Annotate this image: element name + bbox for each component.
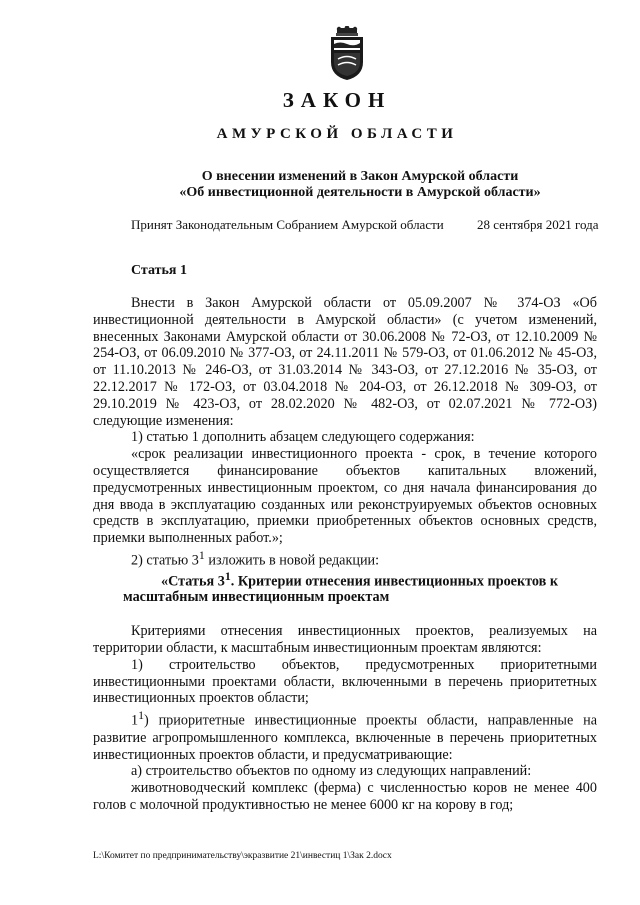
item-1-quote: «срок реализации инвестиционного проекта - срок, в течение которого осуществляется финансирование объектов капитальных вложений, предусмотренных инвестиционным проектом, со дня начала финансирования до дня ввода в эксплуатацию созданных или реконструируемых объектов основных средств в эксплуатацию, приемки приобретенных объектов основных средств, приемки выполненных работ.»; (93, 446, 597, 547)
article-heading: Статья 1 (131, 263, 187, 278)
article-3-1-title-superscript: 1 (224, 569, 231, 584)
criterion-1-1-superscript: 1 (138, 708, 145, 723)
item-2-suffix: изложить в новой редакции: (204, 552, 380, 569)
criterion-1: 1) строительство объектов, предусмотренных приоритетными инвестиционными проектами области, включенными в перечень приоритетных инвестиционных проектов области; (93, 656, 597, 707)
adopted-date: 28 сентября 2021 года (477, 217, 599, 232)
law-subject (140, 169, 580, 201)
criterion-1-1-text: ) приоритетные инвестиционные проекты области, направленные на развитие агропромышленного комплекса, включенные в перечень приоритетных инвестиционных проектов области, и предусматривающие: (93, 712, 597, 763)
amur-region-coat-of-arms-icon (328, 26, 366, 82)
law-subject-line-1: О внесении изменений в Закон Амурской области (201, 169, 519, 184)
item-2-superscript: 1 (198, 547, 205, 562)
article-3-1-title-rest: . Критерии отнесения инвестиционных проектов к (230, 574, 559, 591)
item-2 (93, 547, 597, 570)
criterion-a: а) строительство объектов по одному из следующих направлений: (131, 763, 532, 780)
adopted-by: Принят Законодательным Собранием Амурской области (131, 217, 444, 232)
article-3-1-title-prefix: «Статья 3 (161, 574, 225, 591)
article-intro-paragraph: Внести в Закон Амурской области от 05.09.2007 № 374-ОЗ «Об инвестиционной деятельности в Амурской области» (с учетом изменений, внесенных Законами Амурской области от 30.06.2008 № 72-ОЗ, от 12.10.2009 № 254-ОЗ, от 06.09.2010 № 377-ОЗ, от 24.11.2011 № 579-ОЗ, от 01.06.2012 № 45-ОЗ, от 11.10.2013 № 246-ОЗ, от 31.03.2014 № 343-ОЗ, от 27.12.2016 № 35-ОЗ, от 22.12.2017 № 172-ОЗ, от 03.04.2018 № 204-ОЗ, от 26.12.2018 № 309-ОЗ, от 29.10.2019 № 423-ОЗ, от 28.02.2020 № 482-ОЗ, от 02.07.2021 № 772-ОЗ) следующие изменения: (93, 295, 597, 429)
region-title: АМУРСКОЙ ОБЛАСТИ (216, 126, 458, 142)
article-3-1-title (93, 569, 597, 605)
article-3-1-title-line-2: масштабным инвестиционным проектам (123, 589, 390, 606)
file-path-footer: L:\Комитет по предпринимательству\экразвитие 21\инвестиц 1\Зак 2.docx (93, 851, 392, 861)
document-title: ЗАКОН (282, 88, 392, 112)
criterion-livestock: животноводческий комплекс (ферма) с численностью коров не менее 400 голов с молочной продуктивностью не менее 6000 кг на корову в год; (93, 780, 597, 813)
criterion-1-1-prefix: 1 (131, 712, 139, 729)
law-subject-line-2: «Об инвестиционной деятельности в Амурской области» (179, 185, 541, 200)
criteria-intro: Критериями отнесения инвестиционных проектов, реализуемых на территории области, к масштабным инвестиционным проектам являются: (93, 623, 597, 657)
criterion-1-1 (93, 707, 597, 763)
item-1: 1) статью 1 дополнить абзацем следующего содержания: (131, 429, 475, 446)
article-body (93, 295, 597, 814)
item-2-prefix: 2) статью 3 (131, 552, 199, 569)
spacer (93, 605, 597, 623)
